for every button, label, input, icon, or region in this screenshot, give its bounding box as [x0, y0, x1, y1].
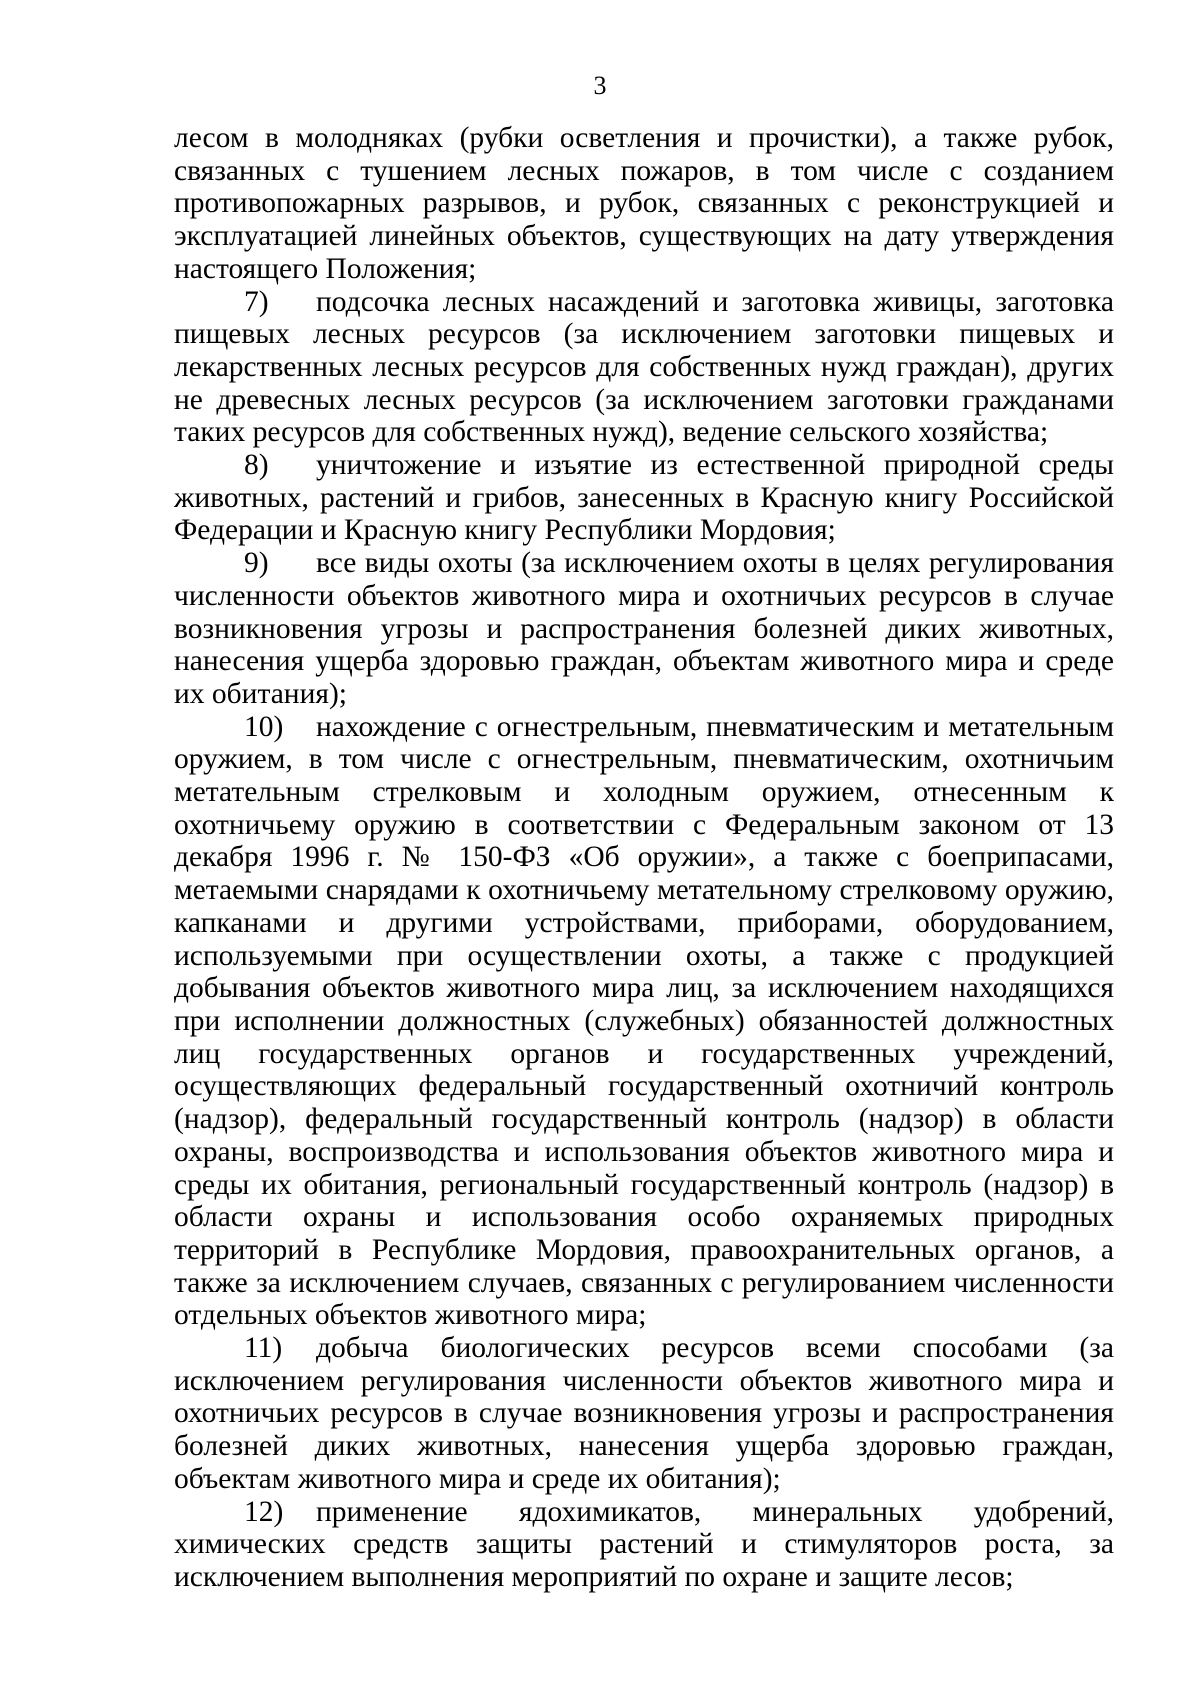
list-item: [174, 286, 1114, 450]
list-item: [174, 711, 1114, 1332]
item-number: 11): [244, 1332, 283, 1365]
item-number: 8): [244, 449, 269, 482]
page-number: 3: [593, 71, 607, 100]
item-number: 9): [244, 547, 269, 580]
list-item: [174, 1332, 1114, 1496]
item-text: добыча биологических ресурсов всеми способами (за исключением регулирования численности объектов животного мира и охотничьих ресурсов в случае возникновения угрозы и распространения болезней диких животных, нанесения ущерба здоровью граждан, объектам животного мира и среде их обитания);: [174, 1332, 1114, 1495]
item-text: подсочка лесных насаждений и заготовка живицы, заготовка пищевых лесных ресурсов (за исключением заготовки пищевых и лекарственных лесных ресурсов для собственных нужд граждан), других не древесных лесных ресурсов (за исключением заготовки гражданами таких ресурсов для собственных нужд), ведение сельского хозяйства;: [174, 285, 1114, 449]
item-text: нахождение с огнестрельным, пневматическим и метательным оружием, в том числе с огнестрельным, пневматическим, охотничьим метательным стрелковым и холодным оружием, отнесенным к охотничьему оружию в соответствии с Федеральным законом от 13 декабря 1996 г. № 150-ФЗ «Об оружии», а также с боеприпасами, метаемыми снарядами к охотничьему метательному стрелковому оружию, капканами и другими устройствами, приборами, оборудованием, используемыми при осуществлении охоты, а также с продукцией добывания объектов животного мира лиц, за исключением находящихся при исполнении должностных (служебных) обязанностей должностных лиц государственных органов и государственных учреждений, осуществляющих федеральный государственный охотничий контроль (надзор), федеральный государственный контроль (надзор) в области охраны, воспроизводства и использования объектов животного мира и среды их обитания, региональный государственный контроль (надзор) в области охраны и использования особо охраняемых природных территорий в Республике Мордовия, правоохранительных органов, а также за исключением случаев, связанных с регулированием численности отдельных объектов животного мира;: [174, 710, 1114, 1332]
document-body: [174, 122, 1114, 1594]
item-number: 10): [244, 710, 284, 743]
item-number: 12): [244, 1495, 284, 1528]
item-text: уничтожение и изъятие из естественной природной среды животных, растений и грибов, занесенных в Красную книгу Российской Федерации и Красную книгу Республики Мордовия;: [174, 449, 1114, 547]
item-number: 7): [244, 285, 269, 318]
list-item: [174, 547, 1114, 711]
item-text: применение ядохимикатов, минеральных удобрений, химических средств защиты растений и стимуляторов роста, за исключением выполнения мероприятий по охране и защите лесов;: [174, 1495, 1114, 1593]
list-item: [174, 449, 1114, 547]
list-item: [174, 1496, 1114, 1594]
continuation-paragraph: лесом в молодняках (рубки осветления и прочистки), а также рубок, связанных с тушением лесных пожаров, в том числе с созданием противопожарных разрывов, и рубок, связанных с реконструкцией и эксплуатацией линейных объектов, существующих на дату утверждения настоящего Положения;: [174, 122, 1114, 285]
item-text: все виды охоты (за исключением охоты в целях регулирования численности объектов животного мира и охотничьих ресурсов в случае возникновения угрозы и распространения болезней диких животных, нанесения ущерба здоровью граждан, объектам животного мира и среде их обитания);: [174, 547, 1114, 710]
